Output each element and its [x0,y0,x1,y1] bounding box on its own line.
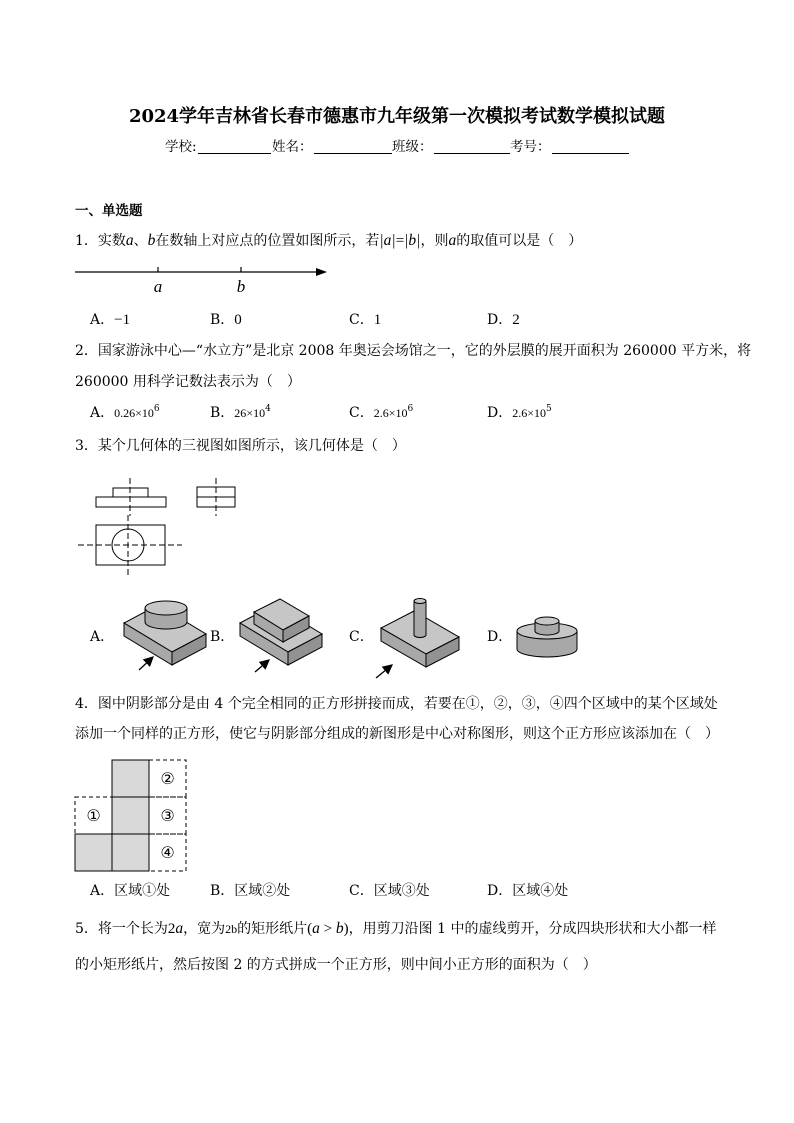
q5-greater-than: > [319,921,336,937]
q5-text-4: ，用剪刀沿图 1 中的虚线剪开，分成四块形状和大小都一样 [348,921,717,937]
q1-stem [75,232,582,250]
school-blank [198,153,271,154]
number-line-arrowhead [316,268,327,276]
solid-option-d [517,617,577,657]
shaded-square [112,760,149,797]
region-3-label: ③ [160,806,175,825]
three-views-figure [70,470,250,585]
q1-text-1: 实数 [97,233,126,249]
option-label: C． [349,405,374,421]
option-base: 2.6×10 [373,406,408,420]
q2-option-c [349,404,413,422]
q5-number: 5． [75,921,98,937]
q4-option-a [90,882,170,900]
q5-cond-a: a [312,920,320,937]
shaded-square [112,834,149,871]
option-exponent: 4 [265,404,271,414]
q5-paren-open: ( [307,921,313,937]
shaded-square [75,834,112,871]
q1-option-b [210,311,242,329]
q5-stem-line-2: 的小矩形纸片，然后按图 2 的方式拼成一个正方形，则中间小正方形的面积为（ ） [75,957,597,973]
solid-option-c [376,599,459,679]
region-2-label: ② [160,769,175,788]
option-base: 0.26×10 [114,406,154,420]
q5-cond-b: b [335,920,344,937]
q3-stem: 3．某个几何体的三视图如图所示，该几何体是（ ） [75,438,406,454]
q2-stem-line-2: 260000 用科学记数法表示为（ ） [75,374,301,390]
option-label: A． [90,405,115,421]
option-base: 26×10 [234,406,266,420]
q1-text-4: ，则 [420,233,449,249]
school-label: 学校: [165,139,197,155]
q4-option-c [349,882,430,900]
name-label: 姓名： [272,139,313,155]
q2-option-d [487,404,552,422]
q1-var-a: a [125,232,134,249]
square-grid-figure [70,755,195,875]
option-label: C． [349,312,374,328]
q1-number: 1． [75,233,98,249]
side-view [197,478,235,516]
q1-abs-b: |b| [404,232,421,249]
exam-number-blank [552,153,629,154]
q1-option-a [90,311,130,329]
section-heading: 一、单选题 [75,203,143,219]
option-label: B． [210,883,235,899]
option-label: B． [210,312,235,328]
point-label-a: a [153,277,163,296]
class-label: 班级： [392,139,433,155]
number-line-figure [70,258,335,298]
q5-text-3: 的矩形纸片 [237,921,308,937]
rod-top [414,599,426,604]
option-exponent: 6 [407,404,414,414]
view-direction-arrow [139,657,153,670]
class-blank [434,153,510,154]
q3-option-solids [80,590,610,685]
option-label: A． [90,883,115,899]
q1-text-5: 的取值可以是（ ） [456,233,583,249]
solid-option-a [124,601,206,670]
q1-abs-a: |a| [379,232,396,249]
option-value: 2 [512,312,520,328]
option-label: D． [487,405,513,421]
option-value: 区域①处 [114,883,171,899]
q1-var-a-2: a [448,232,457,249]
shaded-square [112,797,149,834]
option-base: 2.6×10 [512,406,547,420]
q2-option-b [210,404,271,422]
q5-text-1: 将一个长为 [97,921,168,937]
option-label: B． [210,405,235,421]
option-value: 区域④处 [512,883,569,899]
cylinder-top [145,601,187,615]
q5-paren-close: ) [343,921,349,937]
q3-option-c-label: C． [349,629,374,645]
option-value: 区域②处 [234,883,291,899]
view-direction-arrow [376,665,392,678]
option-label: A． [90,312,115,328]
point-label-b: b [236,277,246,296]
option-value: 区域③处 [373,883,430,899]
q5-stem-line-1 [75,920,716,938]
q2-option-a [90,404,160,422]
q2-stem-line-1: 2．国家游泳中心—“水立方”是北京 2008 年奥运会场馆之一，它的外层膜的展开面积为 260000 平方米，将 [75,343,752,359]
small-cylinder-top [535,617,559,625]
solid-option-b [240,599,322,672]
q4-stem-line-2: 添加一个同样的正方形，使它与阴影部分组成的新图形是中心对称图形，则这个正方形应该添加在（ ） [75,726,719,742]
q2-options [0,404,794,424]
option-label: D． [487,883,513,899]
name-blank [314,153,392,154]
front-view-base-block [96,497,166,507]
q3-option-b-label: B． [210,629,235,645]
q4-option-d [487,882,568,900]
region-1-label: ① [86,806,101,825]
q1-option-d [487,311,520,329]
q5-length-variable: a [175,920,184,937]
q5-text-2: ，宽为 [183,921,226,937]
exam-number-label: 考号： [510,139,551,155]
q4-options [0,882,794,902]
q1-option-c [349,311,381,329]
rod-body [414,601,426,638]
q1-equals: = [395,233,405,249]
q1-text-3: 在数轴上对应点的位置如图所示，若 [155,233,380,249]
q1-text-2: 、 [133,233,148,249]
q4-option-b [210,882,290,900]
option-value: 0 [234,312,242,328]
top-view [78,515,182,578]
q3-option-a-label: A． [90,629,115,645]
option-label: D． [487,312,513,328]
q5-length-coefficient: 2 [167,921,176,937]
region-4-label: ④ [160,843,175,862]
q3-option-d-label: D． [487,629,513,645]
option-exponent: 6 [153,404,160,414]
q1-options [0,311,794,331]
option-label: C． [349,883,374,899]
option-value: −1 [114,312,131,328]
view-direction-arrow [255,660,269,672]
front-view [96,478,166,516]
paper-title: 2024学年吉林省长春市德惠市九年级第一次模拟考试数学模拟试题 [128,106,666,127]
q4-stem-line-1: 4．图中阴影部分是由 4 个完全相同的正方形拼接而成，若要在①，②，③，④四个区域中的某个区域处 [75,696,718,712]
q1-var-b: b [147,232,156,249]
student-info-line [0,138,794,158]
option-value: 1 [373,312,382,328]
q5-width: 2b [225,922,238,936]
option-exponent: 5 [546,404,552,414]
